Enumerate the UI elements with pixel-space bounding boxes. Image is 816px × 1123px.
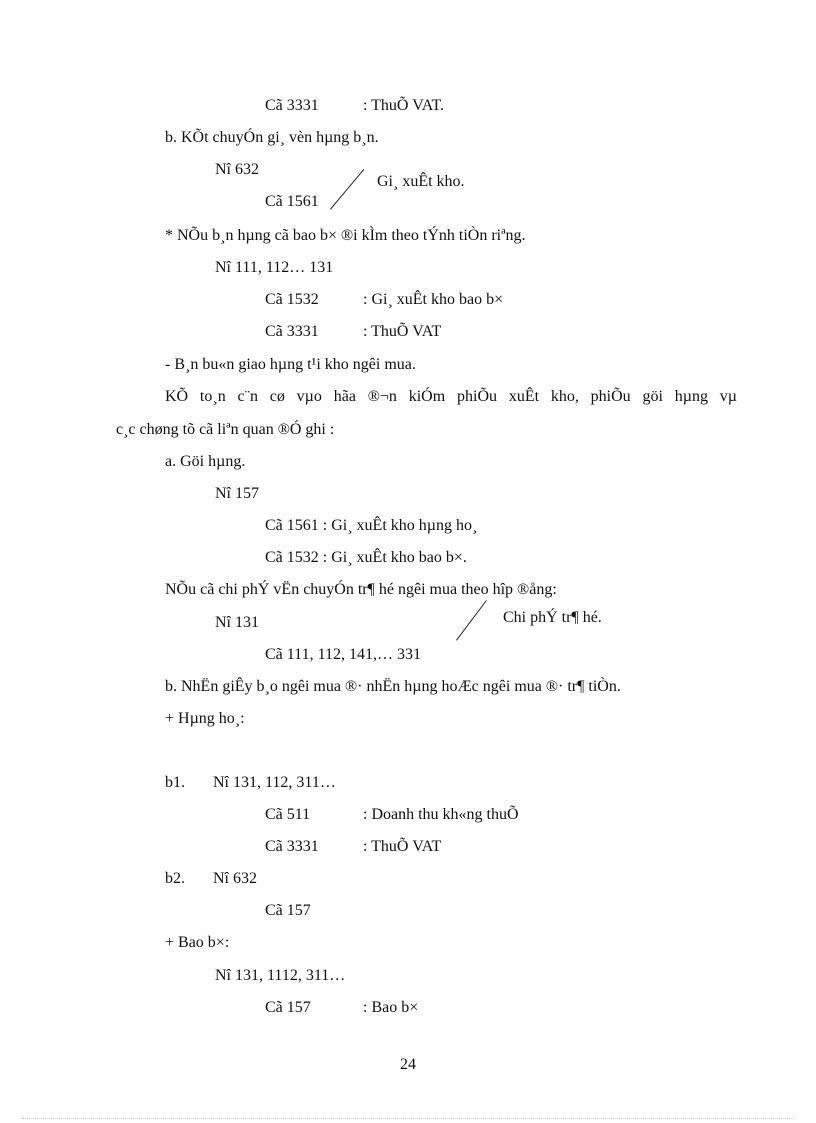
account-description: : Bao b×	[363, 999, 419, 1016]
section-heading: b. NhËn giÊy b¸o ngêi mua ®· nhËn hµng hoÆc ngêi mua ®· tr¶ tiÒn.	[165, 678, 621, 695]
account-code: Cã 3331	[265, 838, 319, 855]
credit-line: Cã 111, 112, 141,… 331	[265, 646, 421, 663]
entry-line	[265, 290, 503, 310]
debit-line: Nî 111, 112… 131	[215, 259, 334, 276]
footer-divider	[22, 1118, 794, 1119]
slash-annotation: Chi phÝ tr¶ hé.	[503, 609, 602, 626]
account-code: Cã 3331	[265, 323, 319, 340]
credit-line: Cã 157	[265, 902, 311, 919]
paragraph-line: - B¸n bu«n giao hµng t¹i kho ngêi mua.	[165, 356, 416, 373]
entry-line	[265, 96, 444, 116]
debit-line: Nî 632	[215, 161, 259, 178]
entry-line	[265, 837, 441, 857]
account-description: : ThuÕ VAT	[363, 838, 442, 855]
account-description: : ThuÕ VAT	[363, 323, 442, 340]
account-code: Cã 157	[265, 999, 311, 1016]
paragraph-line: c¸c chøng tõ cã liªn quan ®Ó ghi :	[116, 421, 335, 438]
account-description: : Gi¸ xuÊt kho bao b×	[363, 291, 504, 308]
diagonal-divider	[456, 600, 487, 641]
entry-line	[265, 998, 418, 1018]
page-number: 24	[400, 1056, 416, 1073]
debit-text: Nî 131, 112, 311…	[213, 774, 336, 791]
section-heading: a. Göi hµng.	[165, 453, 246, 470]
paragraph-line: + Bao b×:	[165, 934, 230, 951]
credit-line: Cã 1532 : Gi¸ xuÊt kho bao b×.	[265, 549, 467, 566]
paragraph-line: KÕ to¸n c¨n cø vµo hãa ®¬n kiÓm phiÕu xuÊt kho, phiÕu göi hµng vµ	[165, 388, 737, 405]
credit-line: Cã 1561 : Gi¸ xuÊt kho hµng ho¸	[265, 517, 478, 534]
debit-line: Nî 131	[215, 614, 259, 631]
paragraph-line: NÕu cã chi phÝ vËn chuyÓn tr¶ hé ngêi mua theo hîp ®ång:	[165, 581, 557, 598]
credit-line: Cã 1561	[265, 193, 319, 210]
account-code: Cã 511	[265, 806, 311, 823]
debit-line: Nî 131, 1112, 311…	[215, 967, 346, 984]
debit-line: Nî 157	[215, 485, 259, 502]
entry-line	[165, 869, 257, 889]
slash-annotation: Gi¸ xuÊt kho.	[377, 173, 465, 190]
entry-line	[265, 322, 441, 342]
diagonal-divider	[330, 169, 364, 209]
section-heading: b. KÕt chuyÓn gi¸ vèn hµng b¸n.	[165, 129, 379, 146]
account-description: : ThuÕ VAT.	[363, 97, 445, 114]
item-marker: b2.	[165, 870, 185, 887]
entry-line	[165, 773, 336, 793]
debit-text: Nî 632	[213, 870, 257, 887]
item-marker: b1.	[165, 774, 185, 791]
account-description: : Doanh thu kh«ng thuÕ	[363, 806, 519, 823]
paragraph-line: * NÕu b¸n hµng cã bao b× ®i kÌm theo tÝnh tiÒn riªng.	[165, 227, 526, 244]
entry-line	[265, 805, 519, 825]
account-code: Cã 3331	[265, 97, 319, 114]
paragraph-line: + Hµng ho¸:	[165, 710, 245, 727]
account-code: Cã 1532	[265, 291, 319, 308]
